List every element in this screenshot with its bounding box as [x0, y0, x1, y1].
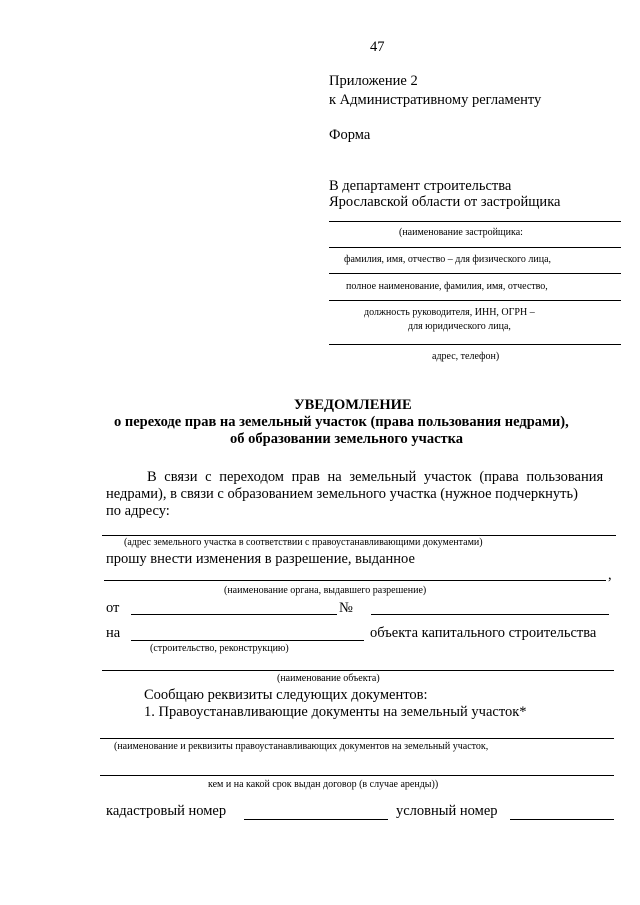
- permit-date-line[interactable]: [131, 614, 337, 615]
- form-label: Форма: [329, 127, 371, 143]
- report-text: Сообщаю реквизиты следующих документов:: [144, 687, 428, 703]
- applicant-caption-3: полное наименование, фамилия, имя, отчество,: [346, 281, 548, 292]
- applicant-line-4[interactable]: [329, 300, 621, 301]
- issuing-organ-line[interactable]: [104, 580, 606, 581]
- applicant-caption-4: должность руководителя, ИНН, ОГРН –: [364, 307, 535, 318]
- construction-type-line[interactable]: [131, 640, 364, 641]
- applicant-caption-5: для юридического лица,: [408, 321, 511, 332]
- permit-number-line[interactable]: [371, 614, 609, 615]
- land-docs-caption-2: кем и на какой срок выдан договор (в случае аренды)): [208, 779, 439, 790]
- land-docs-line-1[interactable]: [100, 738, 614, 739]
- cadastral-label: кадастровый номер: [106, 803, 227, 819]
- on-label: на: [106, 625, 121, 641]
- object-caption: (наименование объекта): [277, 673, 380, 684]
- request-text: прошу внести изменения в разрешение, выданное: [106, 551, 415, 567]
- applicant-caption-2: фамилия, имя, отчество – для физического лица,: [344, 254, 552, 265]
- cadastral-number-line[interactable]: [244, 819, 388, 820]
- notice-subtitle-2: об образовании земельного участка: [230, 431, 464, 447]
- object-name-line[interactable]: [102, 670, 614, 671]
- land-docs-caption-1: (наименование и реквизиты правоустанавливающих документов на земельный участок,: [114, 741, 489, 752]
- applicant-line-2[interactable]: [329, 247, 621, 248]
- object-text: объекта капитального строительства: [370, 625, 597, 641]
- land-docs-line-2[interactable]: [100, 775, 614, 776]
- addressee-line-1: В департамент строительства: [329, 178, 512, 194]
- applicant-name-line[interactable]: [329, 221, 621, 222]
- trailing-comma: ,: [608, 567, 612, 583]
- issuing-organ-caption: (наименование органа, выдавшего разрешение): [224, 585, 427, 596]
- appendix-line-2: к Административному регламенту: [329, 92, 542, 108]
- number-label: №: [339, 600, 353, 616]
- paragraph-line-2: недрами), в связи с образованием земельного участка (нужное подчеркнуть): [106, 486, 578, 502]
- paragraph-line-1: В связи с переходом прав на земельный участок (права пользования: [147, 469, 604, 485]
- conditional-label: условный номер: [396, 803, 498, 819]
- applicant-caption-1: (наименование застройщика:: [399, 227, 523, 238]
- applicant-line-3[interactable]: [329, 273, 621, 274]
- notice-title: УВЕДОМЛЕНИЕ: [294, 397, 412, 413]
- construction-caption: (строительство, реконструкцию): [150, 643, 289, 654]
- address-caption: (адрес земельного участка в соответствии с правоустанавливающими документами): [124, 537, 483, 548]
- applicant-line-5[interactable]: [329, 344, 621, 345]
- address-line[interactable]: [102, 535, 616, 536]
- conditional-number-line[interactable]: [510, 819, 614, 820]
- applicant-caption-6: адрес, телефон): [432, 351, 500, 362]
- paragraph-line-3: по адресу:: [106, 503, 170, 519]
- appendix-line-1: Приложение 2: [329, 73, 418, 89]
- addressee-line-2: Ярославской области от застройщика: [329, 194, 561, 210]
- notice-subtitle-1: о переходе прав на земельный участок (права пользования недрами),: [114, 414, 569, 430]
- item-1-text: 1. Правоустанавливающие документы на земельный участок*: [144, 704, 527, 720]
- page-number: 47: [370, 39, 385, 55]
- from-label: от: [106, 600, 120, 616]
